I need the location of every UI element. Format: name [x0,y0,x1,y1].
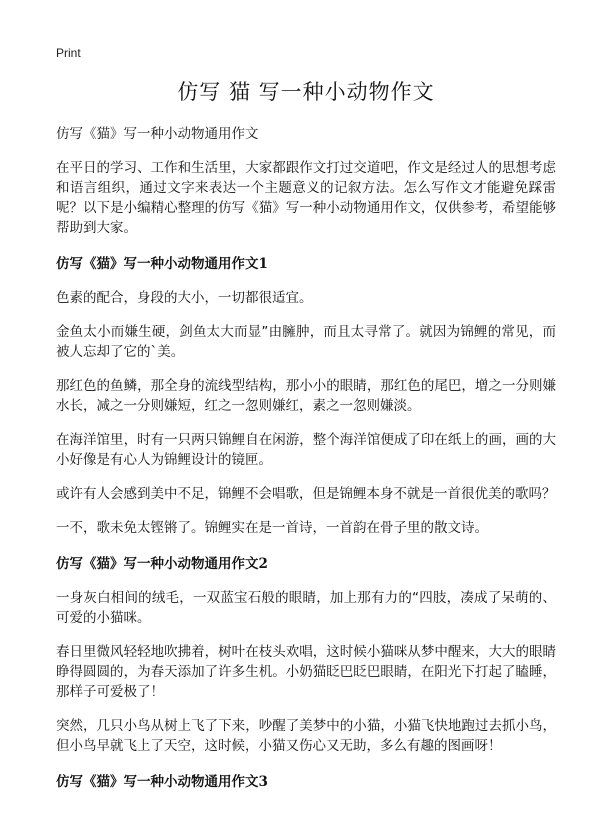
paragraph: 春日里微风轻轻地吹拂着，树叶在枝头欢唱，这时候小猫咪从梦中醒来，大大的眼睛睁得圆圆的，为春天添加了许多生机。小奶猫眨巴眨巴眼睛，在阳光下打起了瞌睡，那样子可爱极了！ [56,644,556,700]
paragraph: 金鱼太小而嫌生硬，剑鱼太大而显”由臃肿，而且太寻常了。就因为锦鲤的常见，而被人忘却了它的`美。 [56,324,556,360]
intro-subtitle: 仿写《猫》写一种小动物通用作文 [56,126,259,142]
section-heading-2: 仿写《猫》写一种小动物通用作文2 [56,556,268,572]
paragraph: 色素的配合，身段的大小，一切都很适宜。 [56,290,313,306]
document-page [56,44,556,792]
paragraph: 一身灰白相间的绒毛，一双蓝宝石般的眼睛，加上那有力的“四肢，凑成了呆萌的、可爱的小猫咪。 [56,590,556,626]
paragraph: 或许有人会感到美中不足，锦鲤不会唱歌，但是锦鲤本身不就是一首很优美的歌吗？ [56,486,556,502]
print-link[interactable]: Print [56,46,81,60]
paragraph: 那红色的鱼鳞，那全身的流线型结构，那小小的眼睛，那红色的尾巴，增之一分则嫌水长，减之一分则嫌短，红之一忽则嫌红，素之一忽则嫌淡。 [56,378,556,414]
paragraph: 突然，几只小鸟从树上飞了下来，吵醒了美梦中的小猫，小猫飞快地跑过去抓小鸟，但小鸟早就飞上了天空，这时候，小猫又伤心又无助，多么有趣的图画呀！ [56,718,556,754]
paragraph: 一不，歌未免太铿锵了。锦鲤实在是一首诗，一首韵在骨子里的散文诗。 [56,520,488,536]
section-heading-3: 仿写《猫》写一种小动物通用作文3 [56,774,268,790]
page-title: 仿写 猫 写一种小动物作文 [177,80,435,104]
section-heading-1: 仿写《猫》写一种小动物通用作文1 [56,256,268,272]
paragraph: 在海洋馆里，时有一只两只锦鲤自在闲游，整个海洋馆便成了印在纸上的画，画的大小好像是有心人为锦鲤设计的镜匣。 [56,432,556,468]
intro-paragraph: 在平日的学习、工作和生活里，大家都跟作文打过交道吧，作文是经过人的思想考虑和语言组织，通过文字来表达一个主题意义的记叙方法。怎么写作文才能避免踩雷呢？以下是小编精心整理的仿写《猫》写一种小动物通用作文，仅供参考，希望能够帮助到大家。 [56,160,556,236]
